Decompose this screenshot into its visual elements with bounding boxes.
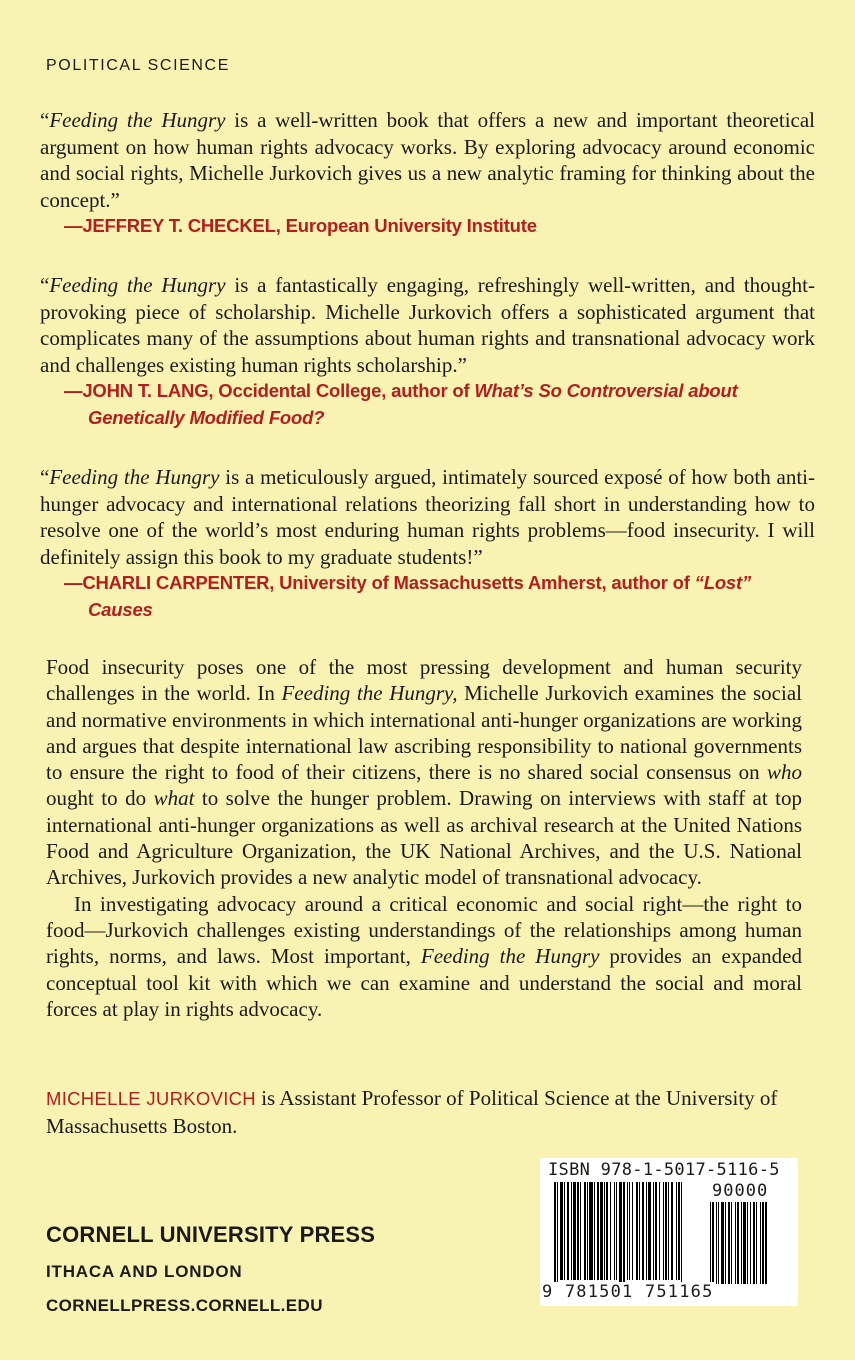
addon-barcode-bars xyxy=(710,1202,794,1284)
endorser-name: JEFFREY T. CHECKEL xyxy=(82,215,276,236)
barcode-bar xyxy=(554,1182,556,1286)
barcode-bar xyxy=(655,1182,657,1280)
endorsement-attribution: —CHARLI CARPENTER, University of Massachusetts Amherst, author of “Lost” Causes xyxy=(64,572,752,620)
barcode-bar xyxy=(632,1182,633,1280)
endorser-name: CHARLI CARPENTER xyxy=(82,572,270,593)
endorsement-quote: “Feeding the Hungry is a meticulously argued, intimately sourced exposé of how both anti-hunger advocacy and international relations theorizing fall short in understanding how to resolve one of the world’s most enduring human rights problems—food insecurity. I will definitely assign this book to my graduate students!” xyxy=(40,465,815,569)
author-name: MICHELLE JURKOVICH xyxy=(46,1088,256,1109)
barcode-bar xyxy=(728,1202,730,1284)
publisher-name: CORNELL UNIVERSITY PRESS xyxy=(46,1222,376,1247)
price-addon-label: 90000 xyxy=(712,1181,769,1201)
barcode-bar xyxy=(623,1182,625,1286)
barcode-bar xyxy=(648,1182,651,1280)
barcode-bar xyxy=(756,1202,757,1284)
endorsement-quote: “Feeding the Hungry is a well-written book that offers a new and important theoretical argument on how human rights advocacy works. By exploring advocacy around economic and social rights, Michelle Jurkovich gives us a new analytic framing for thinking about the concept.” xyxy=(40,108,816,212)
barcode-bar xyxy=(668,1182,669,1280)
barcode-bar xyxy=(676,1182,677,1280)
endorser-work-title: “Lost” Causes xyxy=(88,572,752,620)
book-title: Feeding the Hungry xyxy=(49,273,226,297)
barcode-bar xyxy=(606,1182,608,1280)
barcode-bar xyxy=(721,1202,724,1284)
barcode-bar xyxy=(747,1202,748,1284)
barcode-bar xyxy=(718,1202,719,1284)
ean-digits: 9 781501 751165 xyxy=(542,1282,714,1302)
barcode-bar xyxy=(629,1182,630,1280)
barcode-bar xyxy=(659,1182,660,1280)
barcode-bar xyxy=(737,1202,739,1284)
barcode-bar xyxy=(642,1182,644,1280)
barcode-bar xyxy=(614,1182,615,1280)
barcode-bar xyxy=(760,1202,761,1284)
publisher-city: ITHACA AND LONDON xyxy=(46,1262,243,1281)
endorsement-attribution: —JEFFREY T. CHECKEL, European University Institute xyxy=(64,215,537,236)
barcode-bar xyxy=(762,1202,764,1284)
barcode-bar xyxy=(610,1182,611,1280)
barcode-bar xyxy=(753,1202,755,1284)
endorsement-3 xyxy=(40,464,815,623)
endorsement-attribution: —JOHN T. LANG, Occidental College, author of What’s So Controversial about Genetically Modified Food? xyxy=(64,380,738,428)
barcode-bar xyxy=(594,1182,595,1280)
endorser-affiliation: , European University Institute xyxy=(275,215,537,236)
barcode-bar xyxy=(557,1182,558,1286)
barcode-bar xyxy=(597,1182,599,1280)
endorsement-2 xyxy=(40,272,815,431)
barcode-bar xyxy=(646,1182,647,1280)
barcode-bar xyxy=(725,1202,726,1284)
barcode-bar xyxy=(589,1182,593,1280)
category-label: POLITICAL SCIENCE xyxy=(46,57,230,74)
ean-barcode-bars xyxy=(554,1182,704,1286)
barcode-bar xyxy=(564,1182,565,1280)
quote-text: is a fantastically engaging, refreshingly well-written, and thought-provoking piece of scholarship. Michelle Jurkovich offers a sophisticated argument that complicates many of the assumptions about human rights and transnational advocacy work and challenges existing human rights scholarship.” xyxy=(40,273,815,377)
endorser-work-title: What’s So Controversial about Genetically Modified Food? xyxy=(88,380,738,428)
barcode-bar xyxy=(663,1182,664,1280)
book-title: Feeding the Hungry, xyxy=(281,681,458,706)
barcode-bar xyxy=(567,1182,569,1280)
description-paragraph-1: Food insecurity poses one of the most pressing development and human security challenges in the world. In Feeding the Hungry, Michelle Jurkovich examines the social and normative environments in which international anti-hunger organizations are working and argues that despite international law ascribing responsibility to national governments to ensure the right to food of their citizens, there is no shared social consensus on who ought to do what to solve the hunger problem. Drawing on interviews with staff at top international anti-hunger organizations as well as archival research at the United Nations Food and Agriculture Organization, the UK National Archives, and the U.S. National Archives, Jurkovich provides a new analytic model of transnational advocacy. xyxy=(46,655,802,890)
barcode-bar xyxy=(653,1182,654,1280)
barcode-bar xyxy=(577,1182,579,1280)
barcode-bar xyxy=(580,1182,581,1280)
barcode-bar xyxy=(710,1202,711,1284)
barcode-bar xyxy=(639,1182,640,1280)
barcode-bar xyxy=(741,1202,742,1284)
endorsement-1 xyxy=(40,107,815,240)
author-bio xyxy=(46,1085,802,1139)
barcode-bar xyxy=(627,1182,628,1280)
barcode-bar xyxy=(765,1202,767,1284)
author-bio-text: is Assistant Professor of Political Science at the University of Massachusetts Boston. xyxy=(46,1086,778,1138)
book-description xyxy=(46,654,802,1022)
barcode-bar xyxy=(560,1182,563,1280)
barcode-bar xyxy=(681,1182,682,1286)
barcode-bar xyxy=(731,1202,732,1284)
barcode-bar xyxy=(573,1182,576,1280)
publisher-url: CORNELLPRESS.CORNELL.EDU xyxy=(46,1296,323,1315)
endorser-affiliation: , University of Massachusetts Amherst, author of xyxy=(269,572,695,593)
description-paragraph-2: In investigating advocacy around a critical economic and social right—the right to food—Jurkovich challenges existing understandings of the relationships among human rights, norms, and laws. Most important, Feeding the Hungry provides an expanded conceptual tool kit with which we can examine and understand the social and moral forces at play in rights advocacy. xyxy=(46,891,802,1021)
barcode-bar xyxy=(616,1182,617,1280)
publisher-block xyxy=(46,1220,375,1316)
barcode-bar xyxy=(716,1202,717,1284)
barcode-bar xyxy=(584,1182,586,1280)
book-title: Feeding the Hungry xyxy=(49,465,220,489)
barcode-bar xyxy=(587,1182,588,1280)
barcode-bar xyxy=(619,1182,622,1286)
isbn-label: ISBN 978-1-5017-5116-5 xyxy=(548,1160,780,1180)
quote-text: is a well-written book that offers a new and important theoretical argument on how human rights advocacy works. By exploring advocacy around economic and social rights, Michelle Jurkovich gives us a new analytic framing for thinking about the concept.” xyxy=(40,108,816,212)
endorsement-quote: “Feeding the Hungry is a fantastically engaging, refreshingly well-written, and thought-provoking piece of scholarship. Michelle Jurkovich offers a sophisticated argument that complicates many of the assumptions about human rights and transnational advocacy work and challenges existing human rights scholarship.” xyxy=(40,273,815,377)
barcode-bar xyxy=(665,1182,667,1280)
book-title: Feeding the Hungry xyxy=(420,944,600,969)
barcode-bar xyxy=(743,1202,746,1284)
endorser-affiliation: , Occidental College, author of xyxy=(208,380,475,401)
barcode-bar xyxy=(604,1182,605,1280)
barcode-bar xyxy=(571,1182,572,1280)
barcode-bar xyxy=(750,1202,751,1284)
barcode-bar xyxy=(636,1182,638,1280)
barcode-bar xyxy=(600,1182,603,1280)
book-title: Feeding the Hungry xyxy=(49,108,226,132)
barcode-bar xyxy=(678,1182,680,1280)
isbn-barcode xyxy=(540,1158,798,1306)
barcode-bar xyxy=(712,1202,714,1284)
barcode-bar xyxy=(735,1202,736,1284)
barcode-bar xyxy=(671,1182,673,1280)
quote-text: is a meticulously argued, intimately sourced exposé of how both anti-hunger advocacy and international relations theorizing fall short in understanding how to resolve one of the world’s most enduring human rights problems—food insecurity. I will definitely assign this book to my graduate students!” xyxy=(40,465,815,569)
endorser-name: JOHN T. LANG xyxy=(82,380,209,401)
